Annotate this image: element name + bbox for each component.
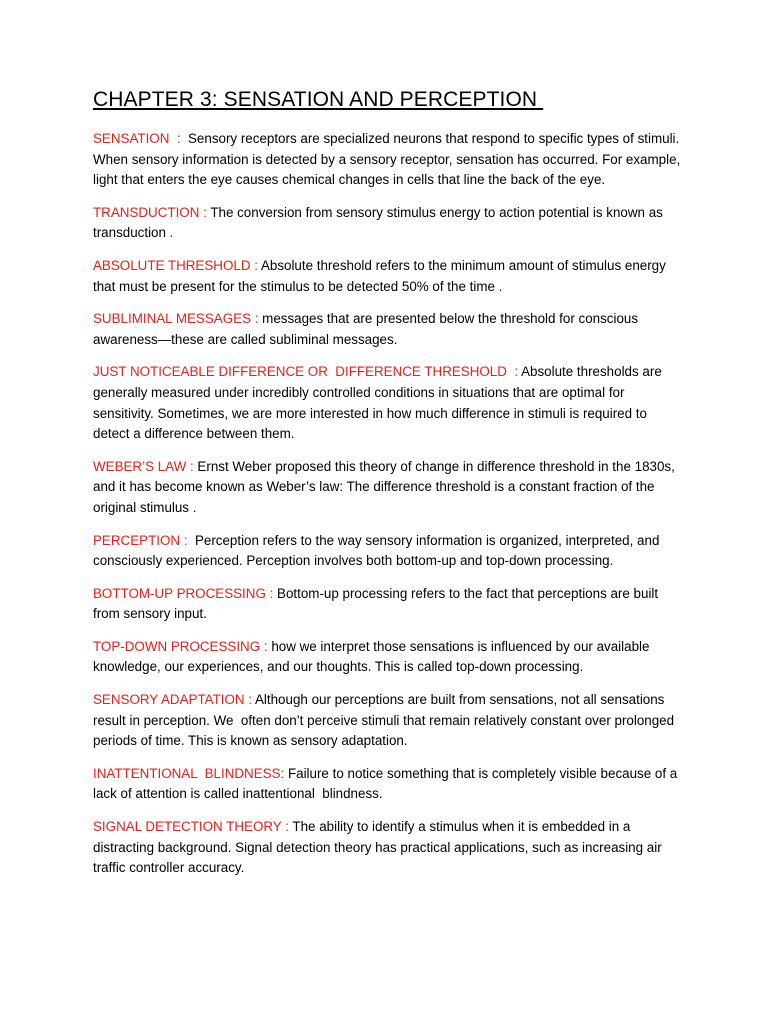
glossary-entry-transduction	[93, 203, 683, 244]
term-label: JUST NOTICEABLE DIFFERENCE OR DIFFERENCE THRESHOLD :	[93, 364, 522, 380]
glossary-entry-subliminal-messages	[93, 309, 683, 350]
glossary-entry-inattentional-blindness	[93, 764, 683, 805]
term-label: SUBLIMINAL MESSAGES :	[93, 311, 263, 327]
term-definition: Failure to notice something that is completely visible because of a lack of attention is called inattentional blindness.	[93, 765, 681, 802]
term-definition: Absolute thresholds are generally measured under incredibly controlled conditions in situations that are optimal for sensitivity. Sometimes, we are more interested in how much difference in stimuli is required to detect a difference between them.	[93, 364, 666, 442]
term-label: SIGNAL DETECTION THEORY :	[93, 819, 293, 835]
term-definition: how we interpret those sensations is influenced by our available knowledge, our experiences, and our thoughts. This is called top-down processing.	[93, 638, 654, 675]
term-label: PERCEPTION :	[93, 532, 195, 548]
term-definition: messages that are presented below the threshold for conscious awareness—these are called subliminal messages.	[93, 311, 642, 347]
glossary-entry-sensation	[93, 129, 683, 191]
term-definition: Sensory receptors are specialized neurons that respond to specific types of stimuli. When sensory information is detected by a sensory receptor, sensation has occurred. For example, light that enters the eye causes chemical changes in cells that line the back of the eye.	[93, 131, 684, 188]
term-definition: Perception refers to the way sensory information is organized, interpreted, and consciously experienced. Perception involves both bottom-up and top-down processing.	[93, 532, 664, 569]
term-label: TOP-DOWN PROCESSING :	[93, 638, 272, 654]
term-label: INATTENTIONAL BLINDNESS:	[93, 765, 288, 781]
glossary-entry-signal-detection-theory	[93, 817, 683, 879]
term-label: SENSORY ADAPTATION :	[93, 692, 255, 708]
term-label: WEBER’S LAW :	[93, 458, 198, 474]
glossary-entry-just-noticeable-difference	[93, 362, 683, 444]
term-definition: The ability to identify a stimulus when it is embedded in a distracting background. Signal detection theory has practical applications, such as increasing air traffic controller accuracy.	[93, 819, 666, 876]
term-definition: Ernst Weber proposed this theory of change in difference threshold in the 1830s, and it has become known as Weber’s law: The difference threshold is a constant fraction of the original stimulus .	[93, 458, 679, 515]
glossary-entry-top-down-processing	[93, 637, 683, 678]
term-label: BOTTOM-UP PROCESSING :	[93, 585, 278, 601]
glossary-entry-webers-law	[93, 457, 683, 519]
term-definition: Absolute threshold refers to the minimum amount of stimulus energy that must be present for the stimulus to be detected 50% of the time .	[93, 257, 670, 294]
document-body	[93, 88, 683, 891]
term-label: SENSATION :	[93, 131, 188, 146]
term-label: TRANSDUCTION :	[93, 204, 211, 220]
glossary-entry-bottom-up-processing	[93, 584, 683, 625]
term-definition: Although our perceptions are built from sensations, not all sensations result in perception. We often don’t perceive stimuli that remain relatively constant over prolonged periods of time. This is known as sensory adaptation.	[93, 692, 678, 749]
term-definition: The conversion from sensory stimulus energy to action potential is known as transduction .	[93, 204, 667, 241]
glossary-entry-perception	[93, 531, 683, 572]
term-definition: Bottom-up processing refers to the fact that perceptions are built from sensory input.	[93, 585, 666, 622]
glossary-entry-sensory-adaptation	[93, 690, 683, 752]
glossary-entry-absolute-threshold	[93, 256, 683, 297]
page-title: CHAPTER 3: SENSATION AND PERCEPTION	[93, 88, 544, 111]
term-label: ABSOLUTE THRESHOLD :	[93, 257, 261, 273]
